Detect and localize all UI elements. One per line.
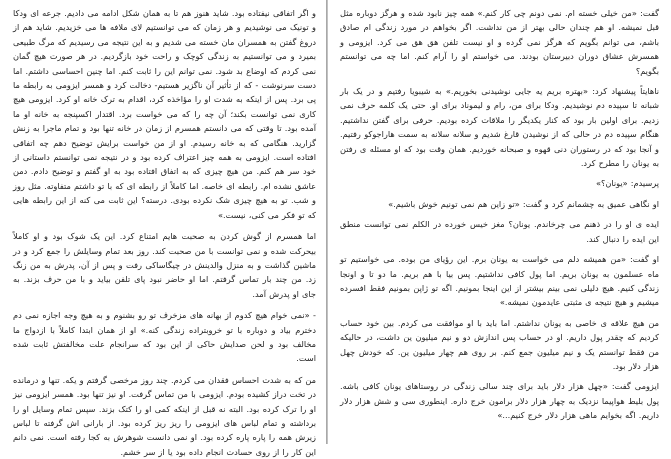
paragraph: ایده ی او را در ذهنم می چرخاندم. یونان؟ مغز خیس خورده در الکلم نمی توانست منطق این ایده را دنبال کند. [340,219,659,244]
left-page [0,0,326,457]
right-page [328,0,671,444]
paragraph: پرسیدم: «یونان؟» [595,178,659,189]
paragraph: من که به شدت احساس فقدان می کردم. چند روز مرخصی گرفتم و یکه. تنها و درمانده در تخت دراز کشیده بودم. ایزومی با من تماس گرفت. او نیز تنها بود. همسر ایزومی نیز او را ترک کرده بود. البته نه قبل از اینکه کمی او را کتک بزند. سپس تمام وسایل او را برداشته و تمام لباس های ایزومی را ریز ریز کرده بود. از بارانی اش گرفته تا لباس زیرش همه را پاره پاره کرده بود. او نمی دانست شوهرش به کجا رفته است. نمی دانم این کار را از روی حسادت انجام داده بود یا از سر خشم. [13,374,316,457]
paragraph: ایزومی گفت: «چهل هزار دلار باید برای چند سالی زندگی در روستاهای یونان کافی باشه. پول بلیط هواپیما نزدیک به چهار هزار دلار برامون خرج داره. اینطوری سی و شش هزار دلار داریم. اگه بخوایم ماهی هزار دلار خرج کنیم...» [340,381,659,421]
paragraph: گفت: «من خیلی خسته ام. نمی دونم چی کار کنم.» همه چیز نابود شده و هرگز دوباره مثل قبل نمیشه. او هم چندان حالی بهتر از من نداشت. اگر بخواهم در مورد زندگی ام صادق باشم، می توانم بگویم که هرگز نمی گرده و او نیست تلفن هق هق می کرد. ایزومی و همسرش عشاق دوران دبیرستان بودند. می خواستم او را آرام کنم. اما چه می توانستم بگویم؟ [340,8,659,76]
paragraph: و اگر اتفاقی نیفتاده بود. شاید هنوز هم تا به همان شکل ادامه می دادیم. جرعه ای ودکا و تونیک می نوشیدیم و هر زمان که می توانستیم لای ملافه ها می خزیدیم. شاید هم از دروغ گفتن به همسران مان خسته می شدیم و به این نتیجه می رسیدیم که مرگ طبیعی بمیرد و می توانستیم به زندگی کوچک و راحت خود بازگردیم. در هر صورت هیچ گمان نمی کردم که اوضاع بد شود. نمی توانم این را ثابت کنم. اما چنین احساسی داشتم. اما دست سرنوشت - که از تأثیر آن ناگزیر هستیم- دخالت کرد و همسر ایزومی به رابطه ما پی برد. پس از اینکه به شدت او را مؤاخذه کرد، اقدام به ترک خانه او کرد. ایزومی هیچ کاری نمی توانست بکند؛ آن چه را که می خواست برد. اقتدار اکسپنجه به خانه او ما آمده بود. تا وقتی که می دانستم همسرم از زمان در خانه تنها بود و تمام ماجرا به زنش گزارید. هنگامی که به خانه رسیدم. او از من خواست برایش توضیح دهم چه اتفاقی افتاده است. ایزومی به همه چیز اعتراف کرده بود و در نتیجه نمی توانستم داستانی از خود سر هم کنم. من هیچ چیزی که به اتفاق افتاده بود به او گفتم و توضیح دادم. دمن عاشق نشده ام. رابطه ای خاصه. اما کاملاً از رابطه ای که با تو داشتم متفاوته. مثل روز و شب. تو به هیچ چیزی شک نکرده بودی. درسته؟ این ثابت می کنه از این رابطه هایی که تو فکر می کنی، نیست.» [13,8,316,220]
paragraph: او نگاهی عمیق به چشمانم کرد و گفت: «تو زاین هم نمی تونیم خوش باشیم.» [388,198,659,209]
paragraph: من هیچ علاقه ی خاصی به یونان نداشتم. اما باید با او موافقت می کردم. بین خود حساب کردیم که چقدر پول داریم. او در حساب پس اندازش دو و نیم میلیون ین داشت، در حالیکه من فقط توانستم یک و نیم میلیون جمع کنم. بر روی هم چهار میلیون ین. که خودش چهل هزار دلار بود. [340,317,659,371]
paragraph: ناهایتاً پیشنهاد کرد: «بهتره بریم یه جایی نوشیدنی بخوریم.» به شیبویا رفتیم و در یک بار شبانه تا سپیده دم نوشیدیم. ودکا برای من، رام و لیموناد برای او. حتی یک کلمه حرف نمی زدیم. برای اولین بار بود که کنار یکدیگر را ملاقات کرده بودیم. حرفی برای گفتن نداشتیم. هنگام سپیده دم در حالی که از نوشیدن قارغ شدیم و سلانه سلانه به سمت هاراجوکو رفتیم. و آنجا بود که در رستوران دنی قهوه و صبحانه خوردیم. همان وقت بود که او مسئله ی رفتن به یونان را مطرح کرد. [340,86,659,169]
paragraph: اما همسرم از گوش کردن به صحبت هایم امتناع کرد. این یک شوک بود و او کاملاً بیحرکت شده و نمی توانست با من صحبت کند. روز بعد تمام وسایلش را جمع کرد و در ماشین گذاشت و به منزل والدینش در چیگاساکی رفت و پس از آن، پدرش به من زنگ زد. من چند بار تماس گرفتم. اما او حاضر نبود پای تلفن بیاید و با من حرف بزند. به جای او پدرش آمد. [13,231,316,299]
paragraph: او گفت: «من همیشه دلم می خواست به یونان برم. این رؤیای من بوده. می خواستیم تو ماه عسلمون به یونان بریم. اما پول کافی نداشتیم. پس بیا با هم بریم. ما دو تا و اونجا زندگی کنیم. هیچ دلیلی نمی بینم بیشتر از این اینجا بمونیم. اگه تو ژاپن بمونیم فقط افسرده میشیم و هیچ نتیجه ی مثبتی عایدمون نمیشه.» [340,254,659,308]
paragraph: - «نمی خوام هیچ کدوم از بهانه های مزخرف تو رو بشنوم و به هیچ وجه اجازه نمی دم دخترم بیاد و دوباره با تو خروبتراده زندگی کنه.» او از همان ابتدا کاملاً با ازدواج ما مخالف بود و لحن صدایش حاکی از این بود که سرانجام علت مخالفتش ثابت شده است. [13,310,316,364]
